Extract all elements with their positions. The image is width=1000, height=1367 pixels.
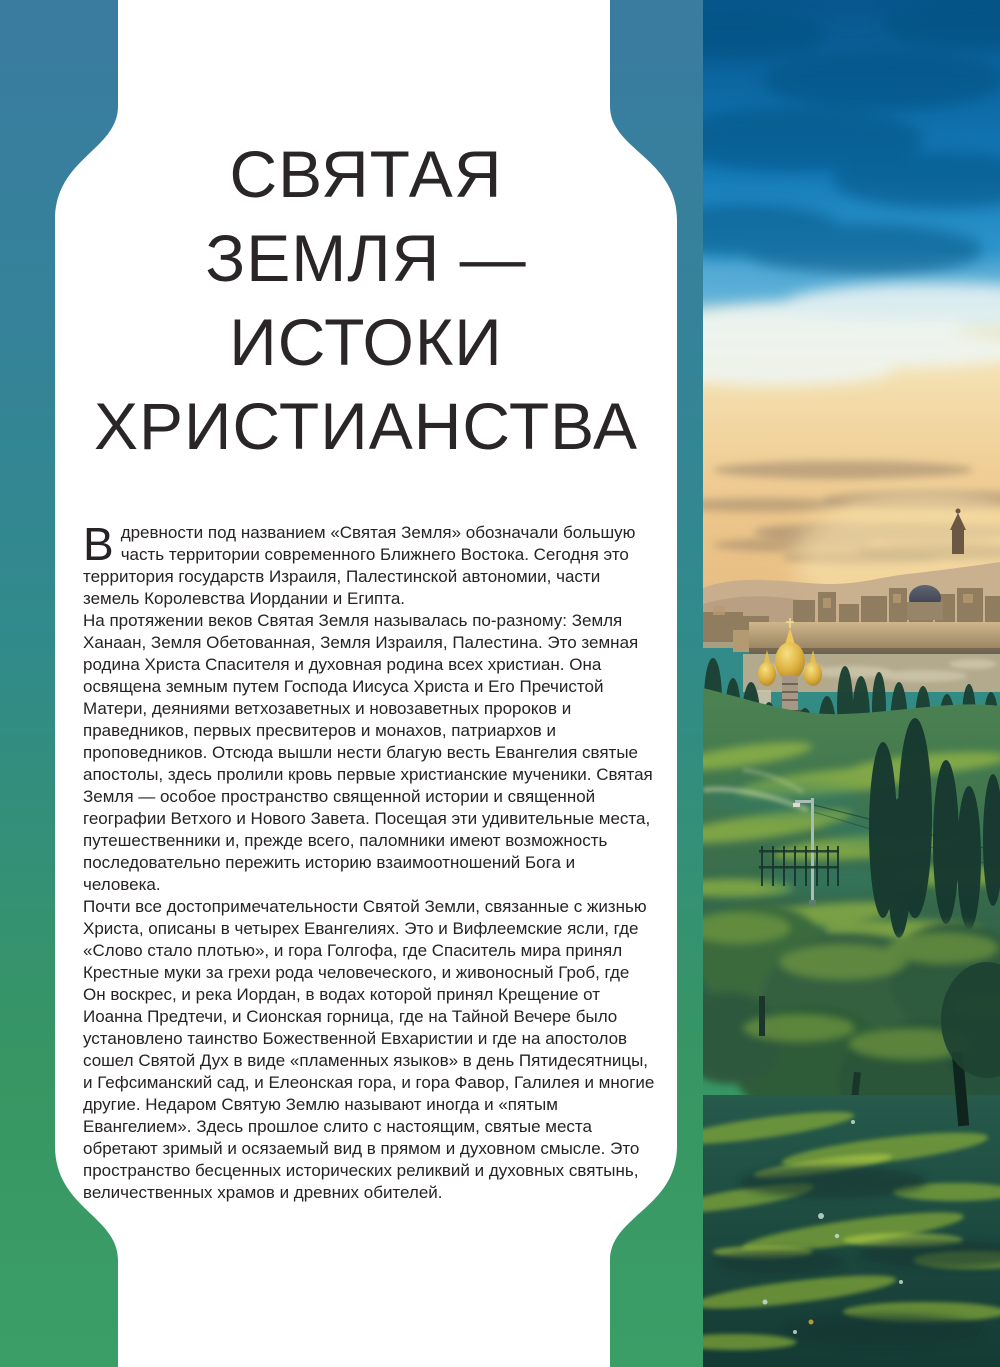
page-title-line: ХРИСТИАНСТВА <box>93 389 639 463</box>
page-title-line: ЗЕМЛЯ — <box>205 221 527 295</box>
paragraph-history: На протяжении веков Святая Земля называлась по-разному: Земля Ханаан, Земля Обетованная, Земля Израиля, Палестина. Это земная родина Христа Спасителя и духовная родина всех христиан. Она освящена земным путем Господа Иисуса Христа и Его Пречистой Матери, деяниями ветхозаветных и новозаветных пророков и праведников, первых пресвитеров и монахов, патриархов и проповедников. Отсюда вышли нести благую весть Евангелия святые апостолы, здесь пролили кровь первые христианские мученики. Святая Земля — особое пространство священной истории и священной географии Ветхого и Нового Завета. Посещая эти удивительные места, путешественники и, прежде всего, паломники имеют возможность последовательно пережить историю взаимоотношений Бога и человека. <box>83 611 653 894</box>
paragraph-text: древности под названием «Святая Земля» обозначали большую часть территории современного Ближнего Востока. Сегодня это территория государств Израиля, Палестинской автономии, части земель Королевства Иордании и Египта. <box>83 523 636 608</box>
page-title-line: СВЯТАЯ <box>229 137 503 211</box>
paragraph-sites: Почти все достопримечательности Святой Земли, связанные с жизнью Христа, описаны в четырех Евангелиях. Это и Вифлеемские ясли, где «Слово стало плотью», и гора Голгофа, где Спаситель мира принял Крестные муки за грехи рода человеческого, и живоносный Гроб, где Он воскрес, и река Иордан, в водах которой принял Крещение от Иоанна Предтечи, и Сионская горница, где на Тайной Вечере было установлено таинство Божественной Евхаристии и где на апостолов сошел Святой Дух в виде «пламенных языков» в день Пятидесятницы, и Гефсиманский сад, и Елеонская гора, и гора Фавор, Галилея и многие другие. Недаром Святую Землю называют иногда и «пятым Евангелием». Здесь прошлое слито с настоящим, святые места обретают зримый и осязаемый вид в прямом и духовном смысле. Это пространство бесценных исторических реликвий и духовных святынь, величественных храмов и древних обителей. <box>83 897 655 1202</box>
page-title <box>55 132 677 468</box>
paragraph-intro <box>83 518 655 610</box>
panel-content <box>55 0 677 1367</box>
article-text <box>83 518 655 1204</box>
dropcap: В <box>83 518 114 570</box>
page-title-line: ИСТОКИ <box>229 305 503 379</box>
